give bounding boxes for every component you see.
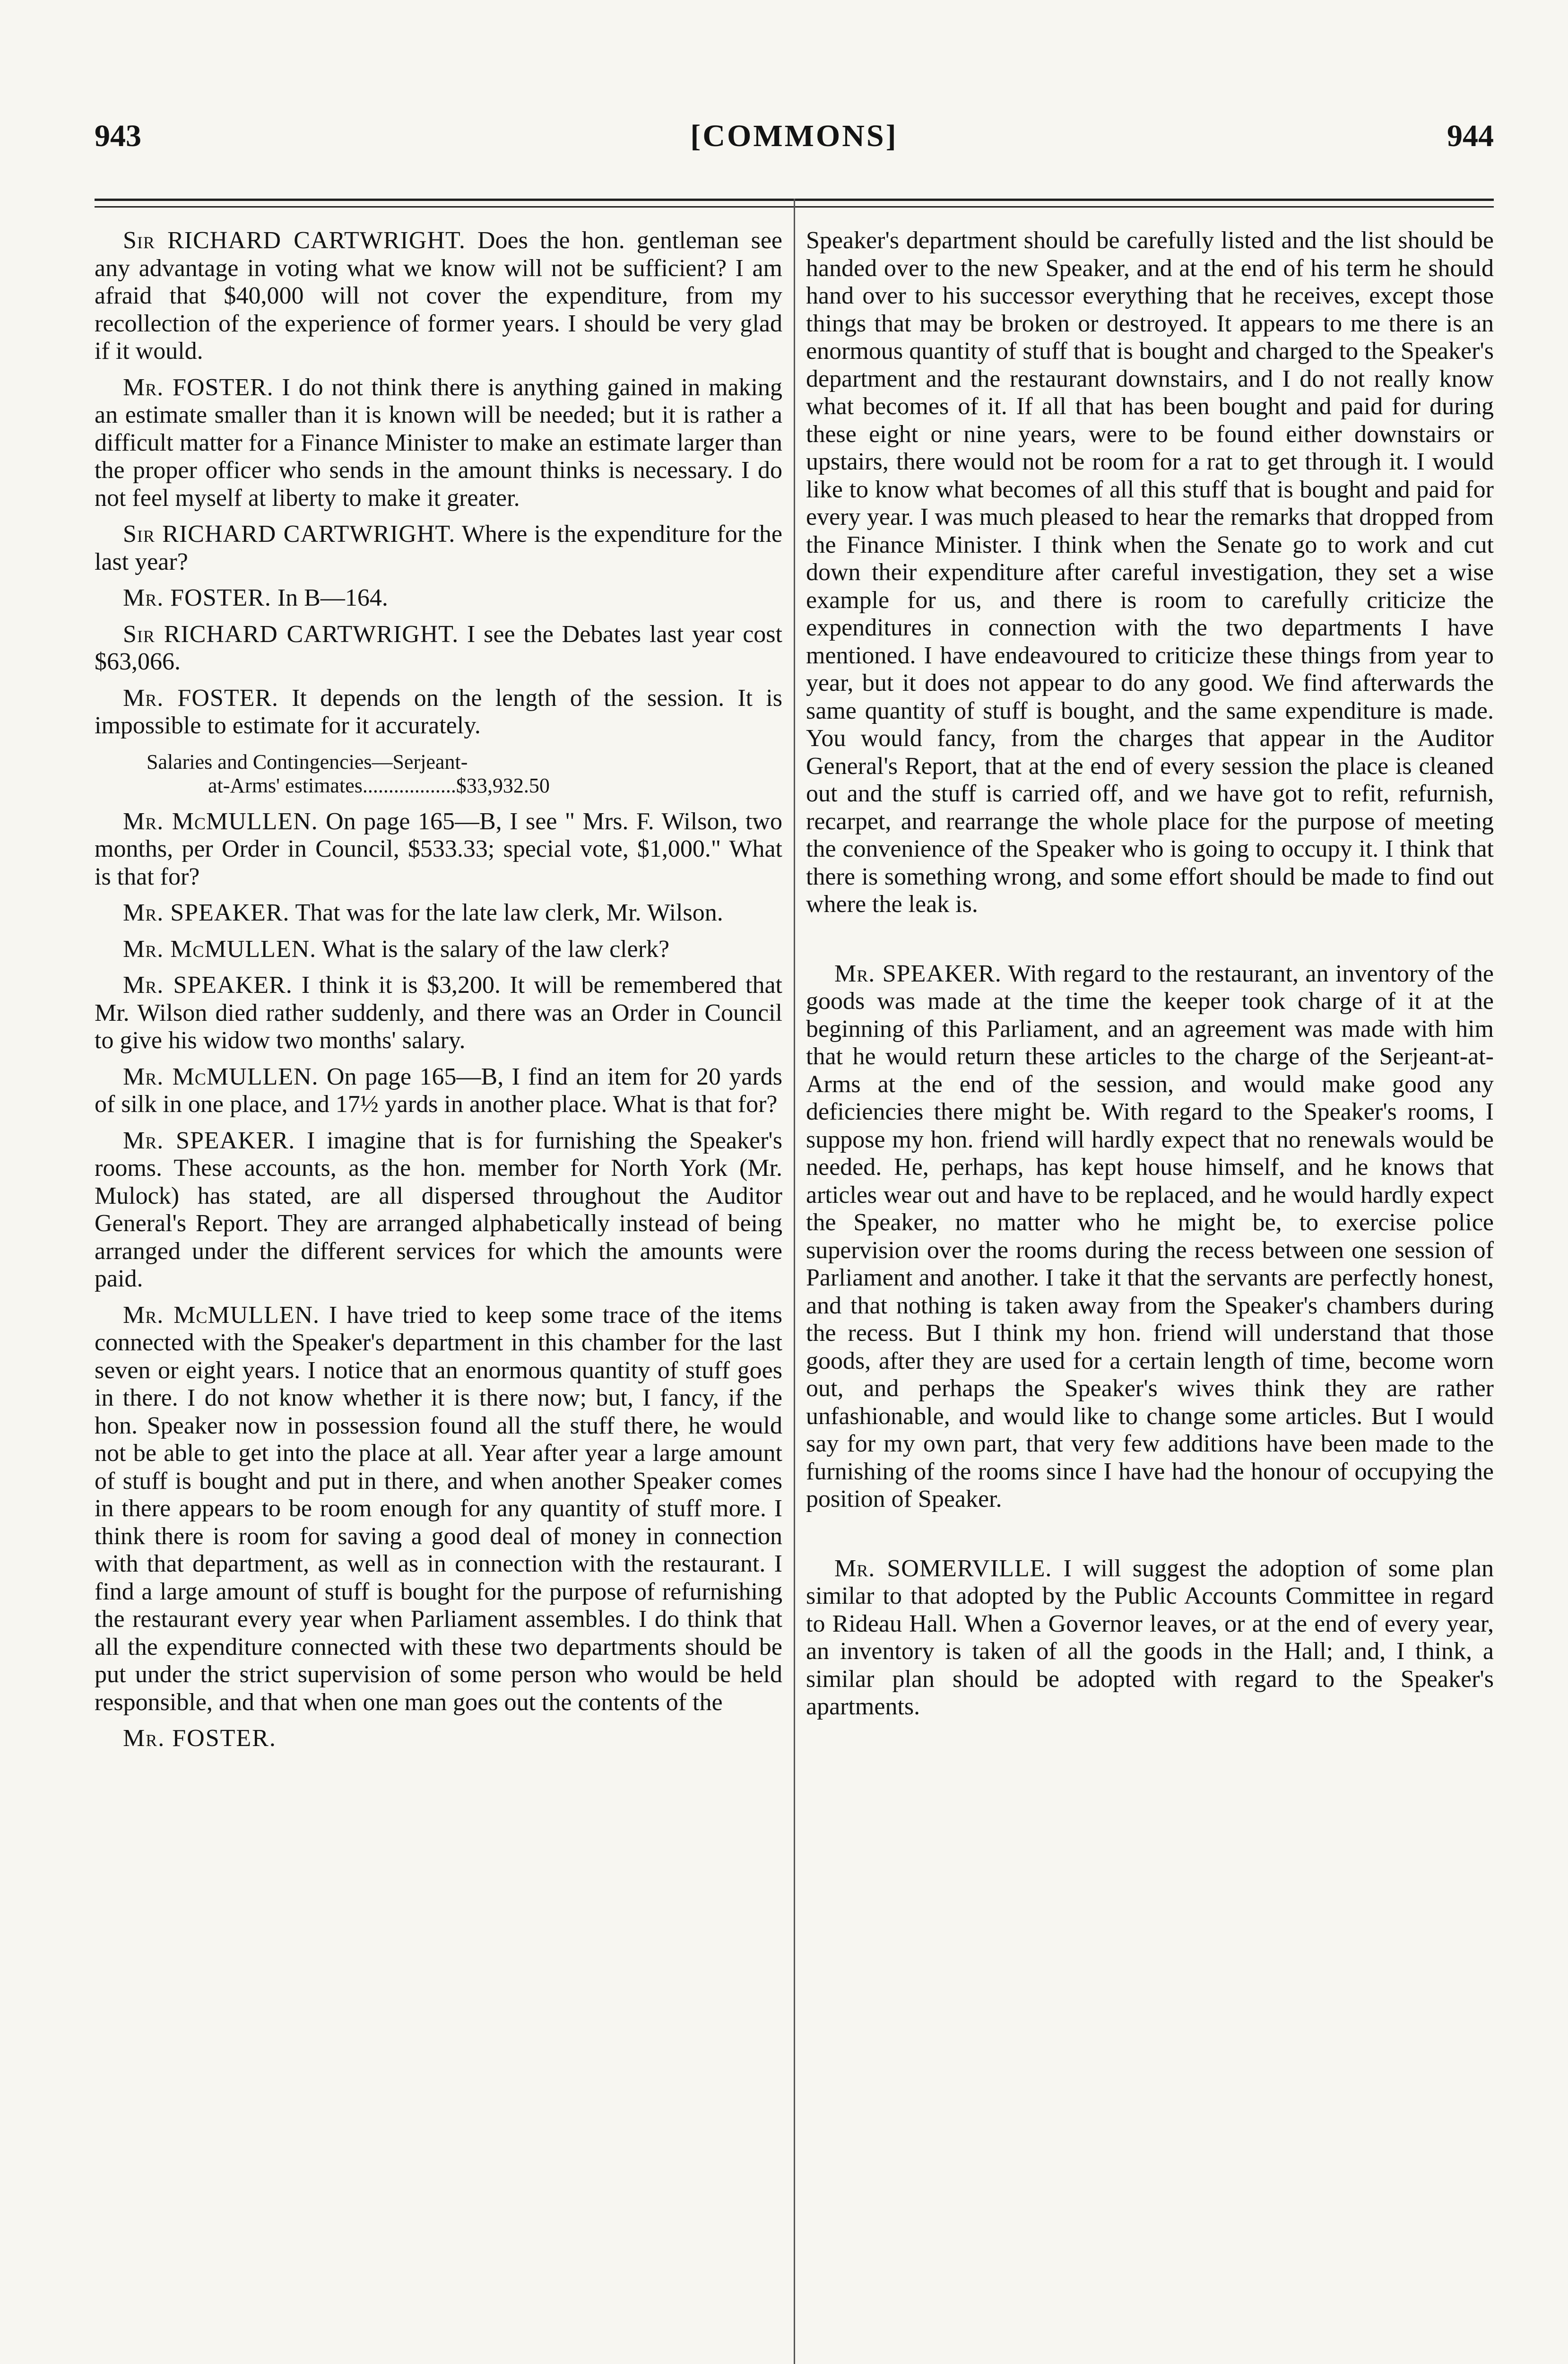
speech-text: Speaker's department should be carefully listed and the list should be handed over to the new Speaker, and at the end of his term he should hand over to his successor everything that he receives, except those things that may be broken or destroyed. It appears to me there is an enormous quantity of stuff that is bought and charged to the Speaker's department and the restaurant downstairs, and I do not really know what becomes of it. If all that has been bought and paid for during these eight or nine years, were to be found either downstairs or upstairs, there would not be room for a rat to get through it. I would like to know what becomes of all this stuff that is bought and paid for every year. I was much pleased to hear the remarks that dropped from the Finance Minister. I think when the Senate go to work and cut down their expenditure after careful investigation, they set a wise example for us, and there is room to carefully criticize the expenditures in connection with the two departments I have mentioned. I have endeavoured to criticize these things from year to year, but it does not appear to do any good. We find afterwards the same quantity of stuff is bought, and the same expenditure is made. You would fancy, from the charges that appear in the Auditor General's Report, that at the end of every session the place is cleaned out and the stuff is carried off, and we have got to refit, refurnish, recarpet, and rearrange the whole place for the purpose of meeting the convenience of the Speaker who is going to occupy it. I think that there is something wrong, and some effort should be made to find out where the leak is.: [806, 227, 1494, 918]
speaker-name: Mr. FOSTER.: [123, 684, 279, 712]
speaker-name: Mr. SOMERVILLE.: [834, 1555, 1052, 1582]
paragraph: [95, 621, 782, 676]
speaker-name: Mr. McMULLEN.: [123, 1063, 319, 1090]
paragraph: [806, 960, 1494, 1513]
speech-text: With regard to the restaurant, an inventory of the goods was made at the time the keeper took charge of it at the beginning of this Parliament, and an agreement was made with him that he would return these articles to the charge of the Serjeant-at-Arms at the end of the session, and would make good any deficiencies there might be. With regard to the Speaker's rooms, I suppose my hon. friend will hardly expect that no renewals would be needed. He, perhaps, has kept house himself, and he knows that articles wear out and have to be replaced, and he would hardly expect the Speaker, no matter who he might be, to exercise police supervision over the rooms during the recess between one session of Parliament and another. I take it that the servants are perfectly honest, and that nothing is taken away from the Speaker's chambers during the recess. But I think my hon. friend will understand that those goods, after they are used for a certain length of time, become worn out, and perhaps the Speaker's wives think they are rather unfashionable, and would like to change some articles. But I would say for my own part, that very few additions have been made to the furnishing of the rooms since I have had the honour of occupying the position of Speaker.: [806, 960, 1494, 1512]
estimate-entry-line: at-Arms' estimates..................$33,932.50: [208, 774, 550, 797]
page-title: [COMMONS]: [690, 119, 898, 153]
speech-text: I have tried to keep some trace of the items connected with the Speaker's department in this chamber for the last seven or eight years. I notice that an enormous quantity of stuff goes in there. I do not know whether it is there now; but, I fancy, if the hon. Speaker now in possession found all the stuff there, he would not be able to get into the place at all. Year after year a large amount of stuff is bought and put in there, and when another Speaker comes in there appears to be room enough for any quantity of stuff more. I think there is room for saving a good deal of money in connection with that department, as well as in connection with the restaurant. I find a large amount of stuff is bought for the purpose of refurnishing the restaurant every year when Parliament assembles. I do think that all the expenditure connected with these two departments should be put under the strict supervision of some person who would be held responsible, and that when one man goes out the contents of the: [95, 1301, 782, 1716]
speaker-name: Sir RICHARD CARTWRIGHT.: [123, 227, 466, 254]
speaker-name: Mr. McMULLEN.: [123, 1301, 320, 1329]
paragraph: [95, 808, 782, 891]
column-divider: [794, 199, 795, 2364]
speaker-name: Mr. McMULLEN.: [123, 935, 317, 963]
page-header: [95, 118, 1494, 170]
speech-text: That was for the late law clerk, Mr. Wilson.: [289, 899, 723, 926]
speaker-name: Mr. SPEAKER.: [834, 960, 1002, 987]
page-number-left: 943: [95, 119, 141, 153]
paragraph-gap: [806, 927, 1494, 960]
paragraph: [95, 936, 782, 964]
left-column: [95, 227, 782, 1761]
paragraph: [95, 899, 782, 927]
speech-text: On page 165—B, I find an item for 20 yards of silk in one place, and 17½ yards in another place. What is that for?: [95, 1063, 782, 1118]
paragraph: [95, 1063, 782, 1119]
speaker-name: Mr. McMULLEN.: [123, 808, 318, 835]
speaker-name: Mr. FOSTER.: [123, 584, 271, 611]
paragraph-gap: [806, 1522, 1494, 1555]
speech-text: On page 165—B, I see " Mrs. F. Wilson, two months, per Order in Council, $533.33; special vote, $1,000." What is that for?: [95, 808, 782, 890]
speech-text: I imagine that is for furnishing the Speaker's rooms. These accounts, as the hon. member for North York (Mr. Mulock) has stated, are all dispersed throughout the Auditor General's Report. They are arranged alphabetically instead of being arranged under the different services for which the amounts were paid.: [95, 1127, 783, 1292]
paragraph: [95, 374, 782, 513]
speech-text: I will suggest the adoption of some plan similar to that adopted by the Public Accounts Committee in regard to Rideau Hall. When a Governor leaves, or at the end of every year, an inventory is taken of all the goods in the Hall; and, I think, a similar plan should be adopted with regard to the Speaker's apartments.: [806, 1555, 1494, 1720]
speaker-name: Mr. SPEAKER.: [123, 1127, 295, 1154]
paragraph: [95, 1302, 782, 1717]
paragraph: [95, 972, 782, 1055]
speaker-name: Mr. FOSTER.: [123, 374, 274, 401]
speech-text: In B—164.: [271, 584, 388, 611]
right-column: [806, 227, 1494, 1730]
paragraph: [806, 1555, 1494, 1721]
paragraph: [95, 685, 782, 740]
speaker-name: Mr. SPEAKER.: [123, 972, 293, 999]
speaker-name: Mr. SPEAKER.: [123, 899, 290, 926]
speech-text: I do not think there is anything gained in making an estimate smaller than it is known will be needed; but it is rather a difficult matter for a Finance Minister to make an estimate larger than the proper officer who sends in the amount thinks is necessary. I do not feel myself at liberty to make it greater.: [95, 374, 782, 512]
speech-text: What is the salary of the law clerk?: [316, 935, 670, 963]
speech-text: I think it is $3,200. It will be remembered that Mr. Wilson died rather suddenly, and there was an Order in Council to give his widow two months' salary.: [95, 972, 782, 1054]
catchword: Mr. FOSTER.: [123, 1725, 277, 1752]
estimate-entry-line: Salaries and Contingencies—Serjeant-: [147, 750, 468, 774]
paragraph: [95, 1127, 782, 1293]
paragraph: [95, 584, 782, 612]
paragraph: [95, 521, 782, 576]
paragraph-continued: [806, 227, 1494, 919]
page-number-right: 944: [1447, 119, 1494, 153]
speech-text: Does the hon. gentleman see any advantage in voting what we know will not be sufficient? I am afraid that $40,000 will not cover the expenditure, from my recollection of the experience of former years. I should be very glad if it would.: [95, 227, 782, 365]
speech-text: It depends on the length of the session. It is impossible to estimate for it accurately.: [95, 684, 782, 739]
estimate-entry: [147, 750, 782, 798]
speech-text: I see the Debates last year cost $63,066.: [95, 620, 782, 675]
speaker-name: Sir RICHARD CARTWRIGHT.: [123, 620, 459, 648]
speaker-name: Sir RICHARD CARTWRIGHT.: [123, 521, 456, 548]
paragraph: [95, 227, 782, 365]
speech-text: Where is the expenditure for the last year?: [95, 521, 782, 575]
